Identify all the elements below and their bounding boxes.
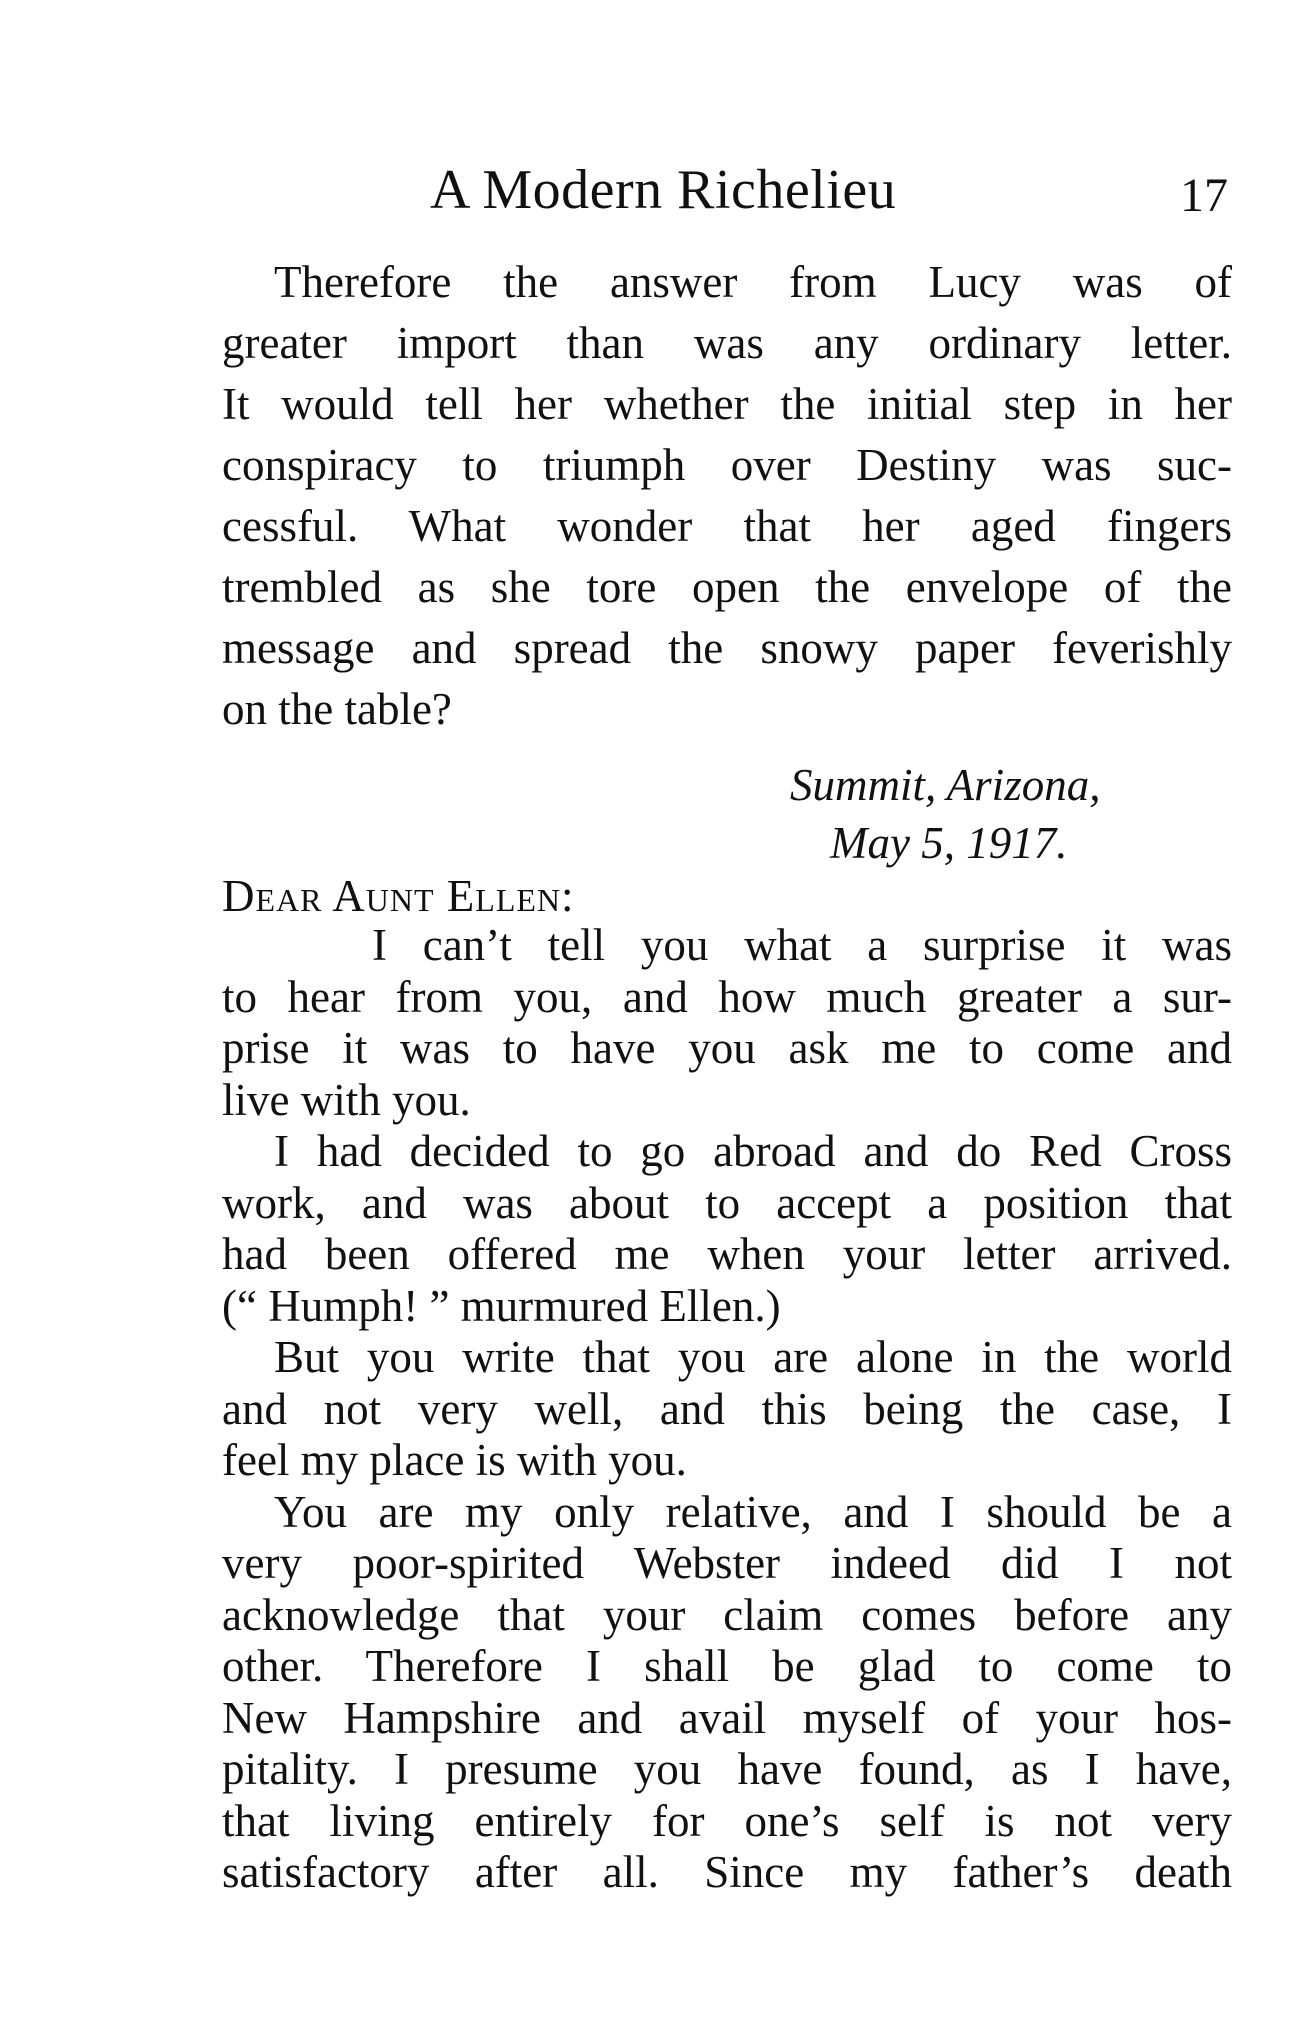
text-line: live with you. <box>222 1074 471 1125</box>
text-line: New Hampshire and avail myself of your hos- <box>222 1692 1232 1743</box>
text-line: had been offered me when your letter arrived. <box>222 1229 1232 1279</box>
text-line: feel my place is with you. <box>222 1435 687 1485</box>
text-line: prise it was to have you ask me to come and <box>222 1023 1232 1073</box>
text-line: Therefore the answer from Lucy was of <box>274 257 1232 307</box>
letter-dateline <box>790 756 1250 872</box>
dateline-date: May 5, 1917. <box>830 818 1068 868</box>
text-line: You are my only relative, and I should be a <box>274 1486 1232 1537</box>
text-line: very poor-spirited Webster indeed did I not <box>222 1538 1232 1588</box>
text-line: (“ Humph! ” murmured Ellen.) <box>222 1280 781 1331</box>
letter-body <box>222 920 1232 1899</box>
text-line: and not very well, and this being the case, I <box>222 1383 1232 1434</box>
text-line: conspiracy to triumph over Destiny was suc- <box>222 440 1232 490</box>
running-head-title: A Modern Richelieu <box>430 159 897 221</box>
text-line: acknowledge that your claim comes before any <box>222 1589 1232 1640</box>
letter-salutation: Dear Aunt Ellen: <box>222 871 575 921</box>
text-line: I had decided to go abroad and do Red Cross <box>274 1126 1232 1176</box>
narrative-paragraph <box>222 252 1232 740</box>
text-line: pitality. I presume you have found, as I have, <box>222 1744 1232 1794</box>
text-line: trembled as she tore open the envelope of the <box>222 562 1232 612</box>
text-line: satisfactory after all. Since my father’s death <box>222 1847 1232 1897</box>
text-line: message and spread the snowy paper feverishly <box>222 623 1232 673</box>
text-line: that living entirely for one’s self is not very <box>222 1795 1232 1846</box>
text-line: to hear from you, and how much greater a sur- <box>222 971 1232 1022</box>
text-line: It would tell her whether the initial step in her <box>222 379 1232 429</box>
text-line: work, and was about to accept a position that <box>222 1177 1232 1228</box>
page-number: 17 <box>1180 169 1228 222</box>
text-line: But you write that you are alone in the world <box>274 1332 1232 1382</box>
text-line: cessful. What wonder that her aged fingers <box>222 501 1232 551</box>
text-line: I can’t tell you what a surprise it was <box>372 920 1232 970</box>
text-line: other. Therefore I shall be glad to come to <box>222 1641 1232 1691</box>
text-line: on the table? <box>222 684 452 734</box>
dateline-place: Summit, Arizona, <box>790 760 1101 810</box>
text-line: greater import than was any ordinary letter. <box>222 318 1232 368</box>
